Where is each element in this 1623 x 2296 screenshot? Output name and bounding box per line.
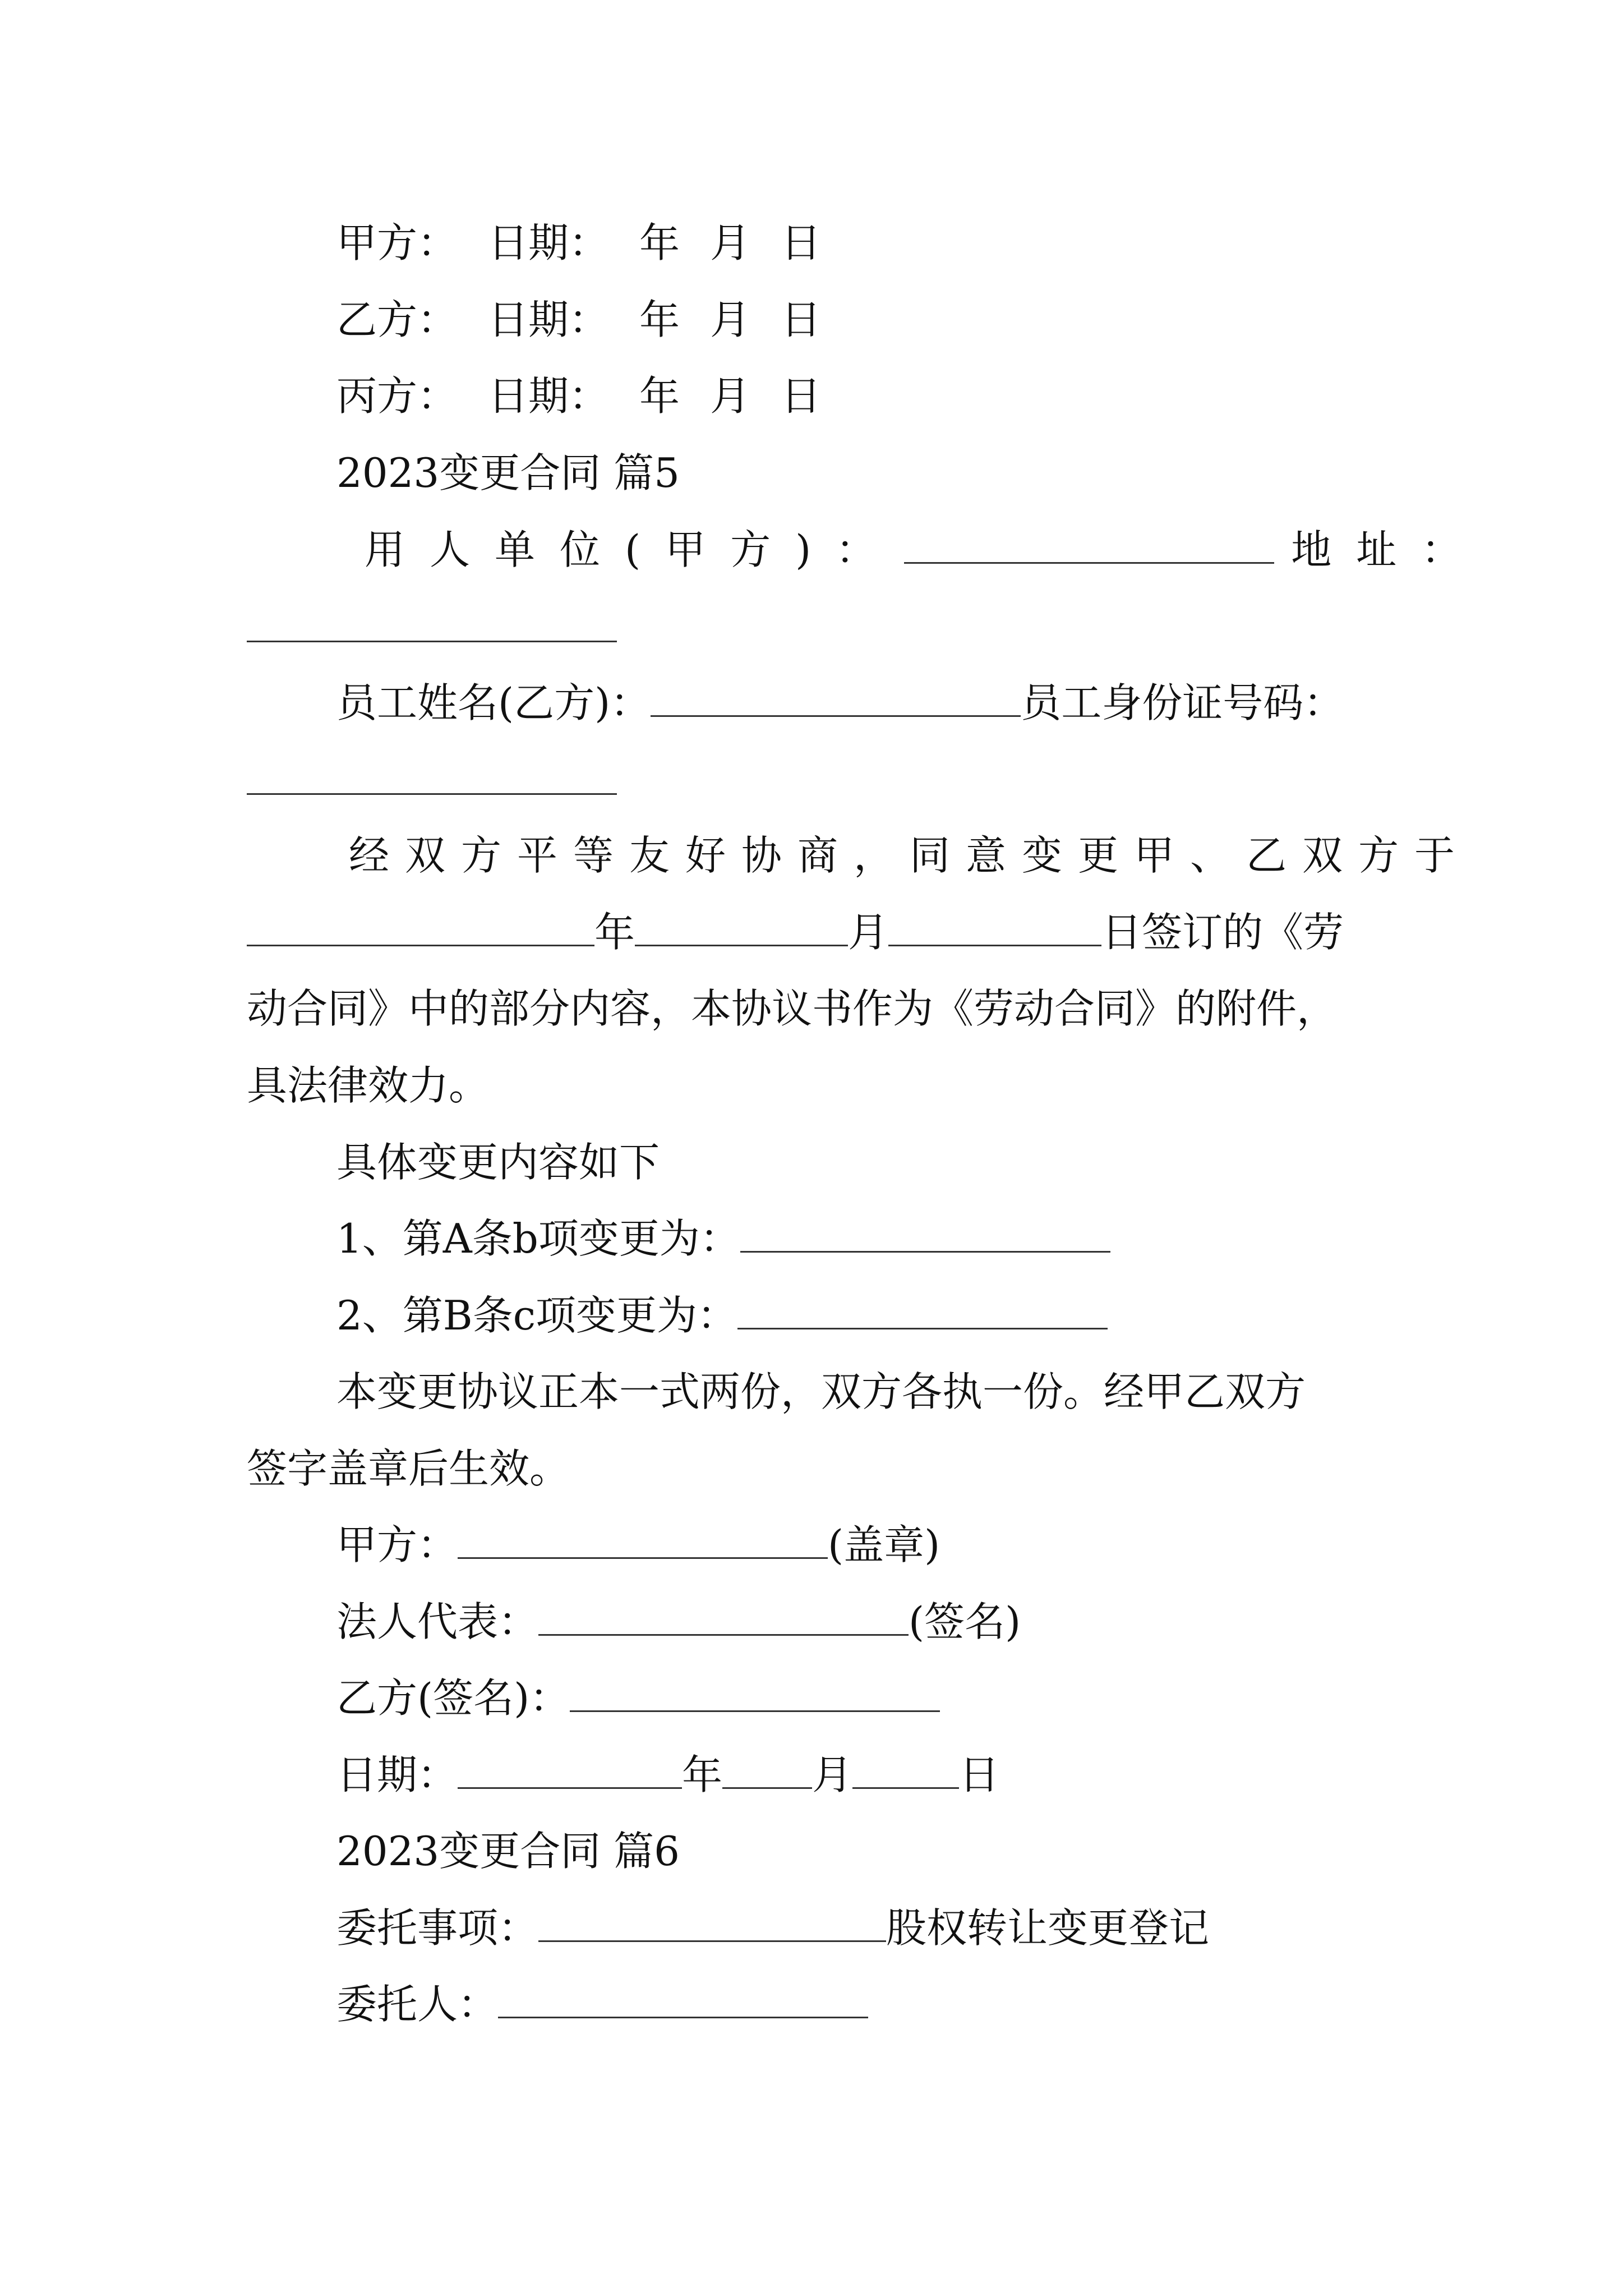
para1-text: 经双方平等友好协商，同意变更甲、乙双方于 — [349, 832, 1471, 879]
legal-rep-blank[interactable] — [538, 1597, 909, 1636]
sign-label: (签名) — [909, 1598, 1021, 1645]
para1-line4: 具法律效力。 — [247, 1062, 490, 1109]
contract-day-text: 日签订的《劳 — [1101, 909, 1344, 956]
day-label: 日 — [781, 372, 822, 420]
date-label: 日期： — [488, 372, 610, 420]
employer-line — [365, 523, 1486, 577]
para1-line2 — [247, 905, 1344, 959]
employee-id-blank[interactable] — [247, 792, 617, 795]
para2-line2: 签字盖章后生效。 — [247, 1445, 570, 1492]
party-label: 甲方： — [336, 219, 458, 266]
day-blank[interactable] — [852, 1750, 959, 1789]
changes-intro: 具体变更内容如下 — [336, 1139, 660, 1186]
entrust-matter-blank[interactable] — [538, 1903, 886, 1942]
employee-id-label: 员工身份证号码： — [1021, 679, 1344, 726]
month-blank[interactable] — [722, 1750, 812, 1789]
party-b-blank[interactable] — [570, 1673, 940, 1712]
day-label: 日 — [959, 1751, 1000, 1798]
employee-line — [336, 676, 1344, 730]
month-label: 月 — [710, 372, 751, 420]
employee-name-label: 员工姓名(乙方)： — [336, 679, 651, 726]
address-blank[interactable] — [247, 639, 617, 642]
date-label: 日期： — [488, 219, 610, 266]
year-label: 年 — [639, 296, 680, 343]
address-label: 地址： — [1291, 526, 1487, 573]
employee-name-blank[interactable] — [651, 678, 1021, 717]
party-a-date-line — [336, 216, 821, 270]
day-label: 日 — [781, 219, 822, 266]
entrust-matter-label: 委托事项： — [336, 1904, 539, 1952]
party-label: 乙方： — [336, 296, 458, 343]
section5-heading: 2023变更合同 篇5 — [336, 449, 680, 496]
contract-year-blank[interactable] — [247, 908, 594, 946]
entrust-matter-line — [336, 1901, 1209, 1955]
contract-year-label: 年 — [594, 909, 635, 956]
party-c-date-line — [336, 369, 821, 423]
employer-label: 用人单位(甲方)： — [365, 526, 901, 573]
date-line — [336, 1748, 999, 1802]
month-label: 月 — [710, 296, 751, 343]
legal-rep-line — [336, 1595, 1021, 1649]
para1-line3: 动合同》中的部分内容，本协议书作为《劳动合同》的附件， — [247, 985, 1338, 1032]
date-label: 日期： — [336, 1751, 458, 1798]
date-label: 日期： — [488, 296, 610, 343]
entrust-matter-value: 股权转让变更登记 — [886, 1904, 1210, 1952]
para1-line1 — [349, 829, 1470, 882]
day-label: 日 — [781, 296, 822, 343]
entrustor-blank[interactable] — [498, 1980, 868, 2018]
change1-blank[interactable] — [740, 1214, 1110, 1253]
year-label: 年 — [639, 372, 680, 420]
contract-month-blank[interactable] — [635, 908, 848, 946]
party-b-sign-line — [336, 1671, 940, 1725]
contract-day-blank[interactable] — [888, 908, 1101, 946]
change2-label: 2、第B条c项变更为： — [336, 1292, 738, 1339]
month-label: 月 — [812, 1751, 853, 1798]
party-b-date-line — [336, 293, 821, 347]
year-blank[interactable] — [458, 1750, 682, 1789]
party-a-seal-line — [336, 1518, 940, 1572]
change-item-2 — [336, 1289, 1108, 1342]
party-a-blank[interactable] — [458, 1520, 828, 1559]
legal-rep-label: 法人代表： — [336, 1598, 539, 1645]
year-label: 年 — [639, 219, 680, 266]
change-item-1 — [336, 1212, 1110, 1266]
party-a-label: 甲方： — [336, 1521, 458, 1568]
change1-label: 1、第A条b项变更为： — [336, 1215, 740, 1262]
party-b-label: 乙方(签名)： — [336, 1674, 570, 1722]
para2-line1: 本变更协议正本一式两份，双方各执一份。经甲乙双方 — [336, 1368, 1306, 1415]
change2-blank[interactable] — [737, 1291, 1108, 1329]
contract-month-label: 月 — [848, 909, 889, 956]
party-label: 丙方： — [336, 372, 458, 420]
employer-blank[interactable] — [904, 525, 1274, 564]
entrustor-label: 委托人： — [336, 1981, 499, 2028]
month-label: 月 — [710, 219, 751, 266]
year-label: 年 — [682, 1751, 723, 1798]
seal-label: (盖章) — [828, 1521, 940, 1568]
entrustor-line — [336, 1977, 868, 2031]
section6-heading: 2023变更合同 篇6 — [336, 1828, 680, 1875]
